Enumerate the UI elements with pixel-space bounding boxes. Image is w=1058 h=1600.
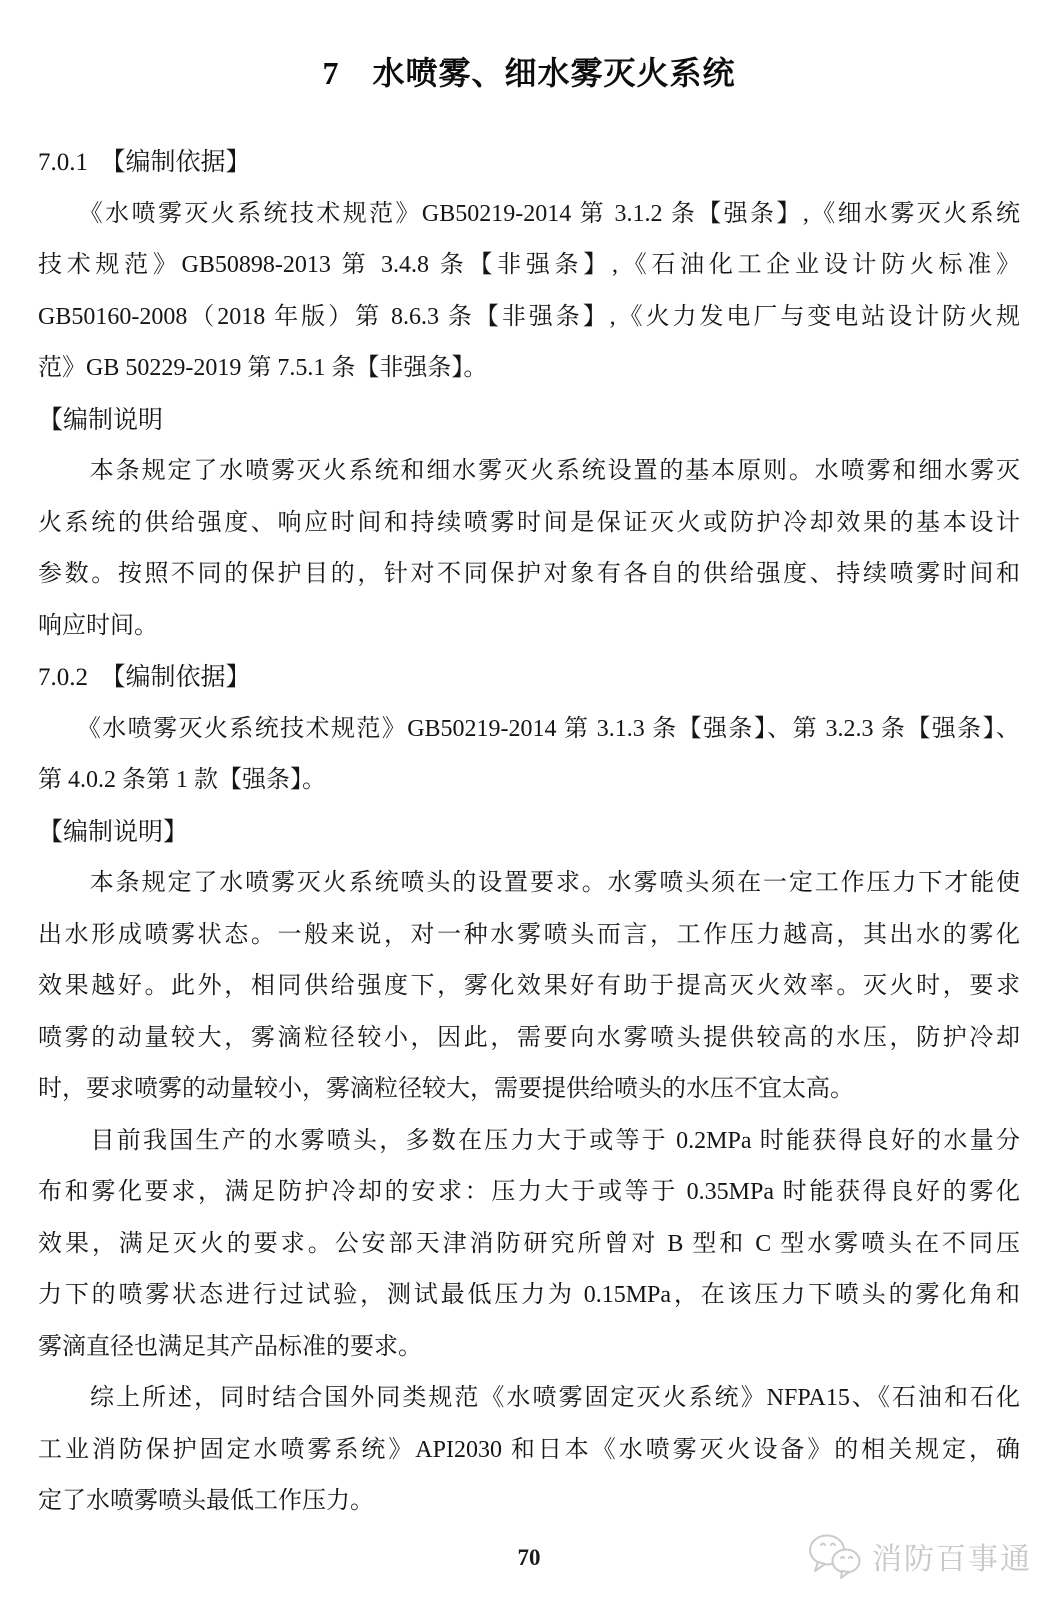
text-line: 出水形成喷雾状态。一般来说，对一种水雾喷头而言，工作压力越高，其出水的雾化 — [38, 921, 1020, 948]
text-line: 工业消防保护固定水喷雾系统》API2030 和日本《水喷雾灭火设备》的相关规定，确 — [38, 1436, 1020, 1463]
watermark-label: 消防百事通 — [872, 1543, 1032, 1576]
paragraph — [38, 704, 1020, 807]
text-line: 《水喷雾灭火系统技术规范》GB50219-2014 第 3.1.2 条【强条】,《细水雾灭火系统 — [38, 200, 1020, 227]
text-line: 时，要求喷雾的动量较小，雾滴粒径较大，需要提供给喷头的水压不宜太高。 — [38, 1076, 854, 1102]
text-line: 效果，满足灭火的要求。公安部天津消防研究所曾对 B 型和 C 型水雾喷头在不同压 — [38, 1230, 1020, 1257]
section-heading: 7.0.2 【编制依据】 — [38, 664, 251, 691]
paragraph — [38, 189, 1020, 395]
text-line: 力下的喷雾状态进行过试验，测试最低压力为 0.15MPa，在该压力下喷头的雾化角和 — [38, 1282, 1020, 1308]
text-line: 参数。按照不同的保护目的，针对不同保护对象有各自的供给强度、持续喷雾时间和 — [38, 561, 1020, 587]
text-line: 综上所述，同时结合国外同类规范《水喷雾固定灭火系统》NFPA15、《石油和石化 — [38, 1385, 1020, 1411]
text-line: 本条规定了水喷雾灭火系统喷头的设置要求。水雾喷头须在一定工作压力下才能使 — [38, 870, 1020, 896]
text-line: 火系统的供给强度、响应时间和持续喷雾时间是保证灭火或防护冷却效果的基本设计 — [38, 509, 1020, 536]
text-line: GB50160-2008（2018 年版）第 8.6.3 条【非强条】,《火力发电厂与变电站设计防火规 — [38, 303, 1020, 330]
label-line: 【编制说明 — [38, 406, 164, 434]
text-line: 定了水喷雾喷头最低工作压力。 — [38, 1488, 374, 1514]
page-title: 7 水喷雾、细水雾灭火系统 — [322, 55, 736, 91]
text-line: 第 4.0.2 条第 1 款【强条】。 — [38, 767, 326, 793]
paragraph — [38, 858, 1020, 1116]
paragraph — [38, 446, 1020, 652]
paragraph — [38, 1116, 1020, 1374]
text-line: 喷雾的动量较大，雾滴粒径较小，因此，需要向水雾喷头提供较高的水压，防护冷却 — [38, 1024, 1020, 1051]
text-line: 雾滴直径也满足其产品标准的要求。 — [38, 1333, 422, 1360]
text-line: 目前我国生产的水雾喷头，多数在压力大于或等于 0.2MPa 时能获得良好的水量分 — [38, 1127, 1020, 1154]
label-line: 【编制说明】 — [38, 818, 189, 846]
text-line: 《水喷雾灭火系统技术规范》GB50219-2014 第 3.1.3 条【强条】、第 3.2.3 条【强条】、 — [38, 715, 1020, 742]
text-line: 效果越好。此外，相同供给强度下，雾化效果好有助于提高灭火效率。灭火时，要求 — [38, 973, 1020, 999]
paragraph — [38, 1373, 1020, 1528]
page-number: 70 — [517, 1545, 541, 1570]
text-line: 响应时间。 — [38, 612, 158, 639]
text-line: 技术规范》GB50898-2013 第 3.4.8 条【非强条】,《石油化工企业设计防火标准》 — [38, 252, 1020, 278]
section-heading: 7.0.1 【编制依据】 — [38, 149, 251, 176]
text-line: 布和雾化要求，满足防护冷却的安求：压力大于或等于 0.35MPa 时能获得良好的雾化 — [38, 1179, 1020, 1205]
text-line: 范》GB 50229-2019 第 7.5.1 条【非强条】。 — [38, 355, 488, 381]
text-line: 本条规定了水喷雾灭火系统和细水雾灭火系统设置的基本原则。水喷雾和细水雾灭 — [38, 458, 1020, 484]
document-content — [38, 137, 1020, 1528]
